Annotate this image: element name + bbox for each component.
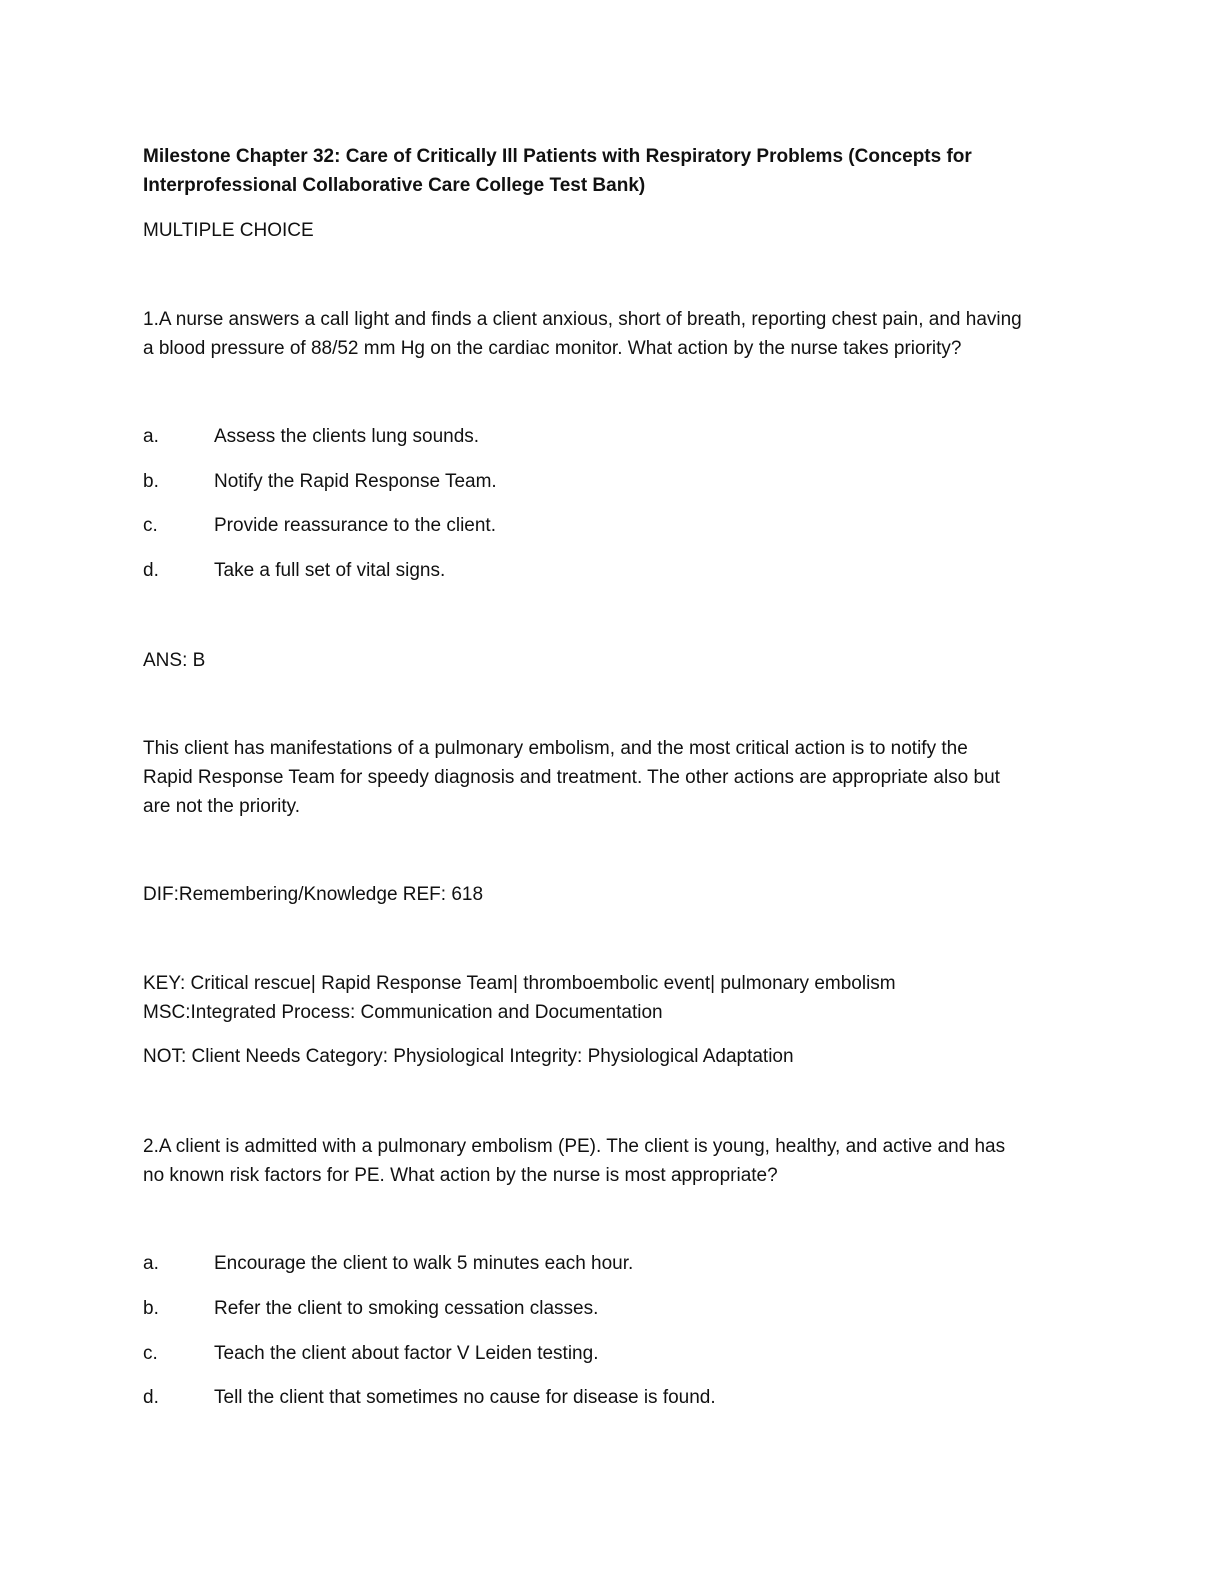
- question-1-key: KEY: Critical rescue| Rapid Response Team| thromboembolic event| pulmonary embolism: [143, 973, 896, 994]
- question-1-stem-line-1: 1.A nurse answers a call light and finds a client anxious, short of breath, reporting chest pain, and having: [143, 309, 1022, 330]
- question-2-stem-line-2: no known risk factors for PE. What action by the nurse is most appropriate?: [143, 1165, 778, 1186]
- section-heading: MULTIPLE CHOICE: [143, 220, 314, 241]
- option-letter: d.: [143, 560, 159, 581]
- option-text: Assess the clients lung sounds.: [214, 426, 480, 447]
- option-text: Encourage the client to walk 5 minutes each hour.: [214, 1253, 634, 1274]
- question-1-rationale-line-2: Rapid Response Team for speedy diagnosis and treatment. The other actions are appropriate also but: [143, 767, 1000, 788]
- option-text: Tell the client that sometimes no cause for disease is found.: [214, 1387, 716, 1408]
- option-letter: a.: [143, 1253, 159, 1274]
- option-letter: b.: [143, 1298, 159, 1319]
- question-1-not: NOT: Client Needs Category: Physiological Integrity: Physiological Adaptation: [143, 1046, 794, 1067]
- question-1-stem-line-2: a blood pressure of 88/52 mm Hg on the cardiac monitor. What action by the nurse takes priority?: [143, 338, 962, 359]
- option-letter: b.: [143, 471, 159, 492]
- document-title-line-2: Interprofessional Collaborative Care College Test Bank): [143, 175, 646, 196]
- option-text: Teach the client about factor V Leiden testing.: [214, 1343, 599, 1364]
- question-1-answer: ANS: B: [143, 650, 206, 671]
- option-text: Notify the Rapid Response Team.: [214, 471, 497, 492]
- question-1-rationale-line-3: are not the priority.: [143, 796, 301, 817]
- document-title-line-1: Milestone Chapter 32: Care of Critically Ill Patients with Respiratory Problems (Concepts for: [143, 146, 972, 167]
- option-letter: c.: [143, 1343, 158, 1364]
- option-letter: d.: [143, 1387, 159, 1408]
- option-letter: a.: [143, 426, 159, 447]
- option-text: Refer the client to smoking cessation classes.: [214, 1298, 599, 1319]
- question-1-dif-ref: DIF:Remembering/Knowledge REF: 618: [143, 884, 484, 905]
- option-letter: c.: [143, 515, 158, 536]
- question-1-msc: MSC:Integrated Process: Communication and Documentation: [143, 1002, 663, 1023]
- question-2-stem-line-1: 2.A client is admitted with a pulmonary embolism (PE). The client is young, healthy, and active and has: [143, 1136, 1006, 1157]
- option-text: Provide reassurance to the client.: [214, 515, 496, 536]
- option-text: Take a full set of vital signs.: [214, 560, 446, 581]
- question-1-rationale-line-1: This client has manifestations of a pulmonary embolism, and the most critical action is to notify the: [143, 738, 968, 759]
